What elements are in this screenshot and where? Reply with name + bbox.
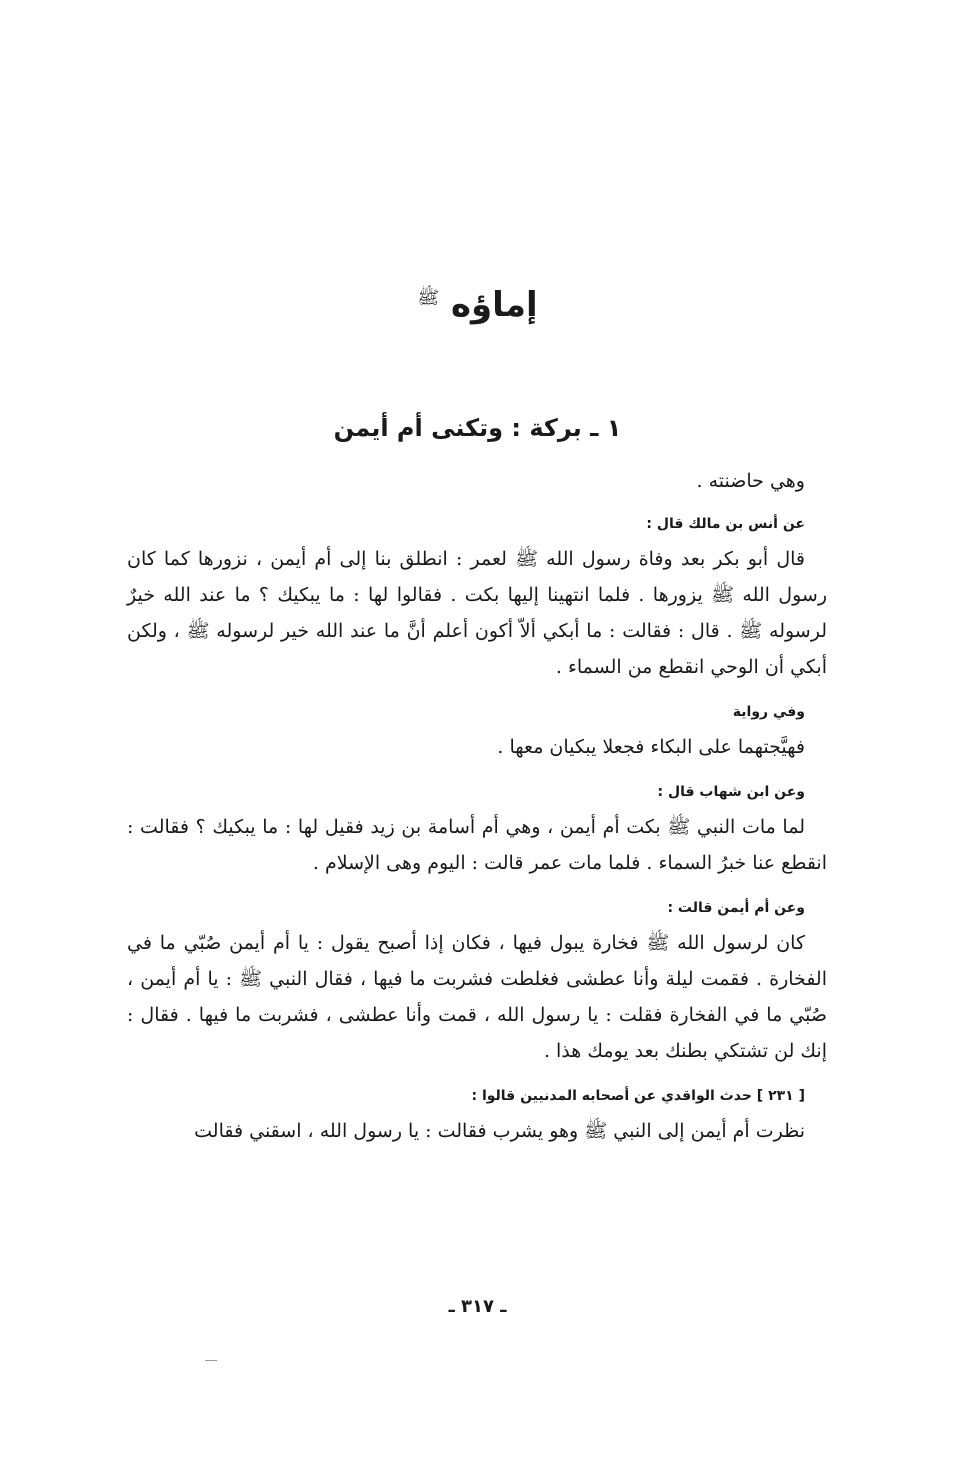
section-title: ١ ـ بركة : وتكنى أم أيمن [333,414,622,442]
page-number: ـ ٣١٧ ـ [448,1296,507,1317]
salawat-glyph: ﷺ [417,287,440,309]
chapter-title [0,285,955,325]
narration-text: فهيَّجتهما على البكاء فجعلا يبكيان معها . [497,736,805,758]
narration-block [127,701,827,765]
page-body [127,463,827,1165]
narration-text: لما مات النبي ﷺ بكت أم أيمن ، وهي أم أسامة بن زيد فقيل لها : ما يبكيك ؟ فقالت : انقطع عنا خبرُ السماء . فلما مات عمر قالت : اليوم وهى الإسلام . [127,816,827,874]
narration-block [127,897,827,1069]
narration-text: نظرت أم أيمن إلى النبي ﷺ وهو يشرب فقالت : يا رسول الله ، اسقني فقالت [194,1120,805,1142]
narration-block [127,1085,827,1149]
narration-source: [ ٢٣١ ] حدث الواقدي عن أصحابه المدنيين قالوا : [471,1088,805,1104]
narration-text: كان لرسول الله ﷺ فخارة يبول فيها ، فكان إذا أصبح يقول : يا أم أيمن صُبّي ما في الفخارة . فقمت ليلة وأنا عطشى فغلطت فشربت ما فيها ، فقال النبي ﷺ : يا أم أيمن ، صُبّي ما في الفخارة فقلت : يا رسول الله ، قمت وأنا عطشى ، فشربت ما فيها . فقال : إنك لن تشتكي بطنك بعد يومك هذا . [127,932,827,1062]
narration-source: وعن ابن شهاب قال : [657,784,805,800]
intro-text: وهي حاضنته . [696,470,805,492]
narration-text: قال أبو بكر بعد وفاة رسول الله ﷺ لعمر : انطلق بنا إلى أم أيمن ، نزورها كما كان رسول الله ﷺ يزورها . فلما انتهينا إليها بكت . فقالوا لها : ما يبكيك ؟ ما عند الله خيرٌ لرسوله ﷺ . قال : فقالت : ما أبكي ألاّ أكون أعلم أنَّ ما عند الله خير لرسوله ﷺ ، ولكن أبكي أن الوحي انقطع من السماء . [127,548,827,678]
narration-source: وفي رواية [732,704,805,720]
margin-mark [205,1360,217,1361]
narration-block [127,513,827,685]
narration-source: وعن أم أيمن قالت : [667,900,805,916]
narration-source: عن أنس بن مالك قال : [646,516,805,532]
narration-block [127,781,827,881]
chapter-title-text: إماؤه [450,285,538,325]
